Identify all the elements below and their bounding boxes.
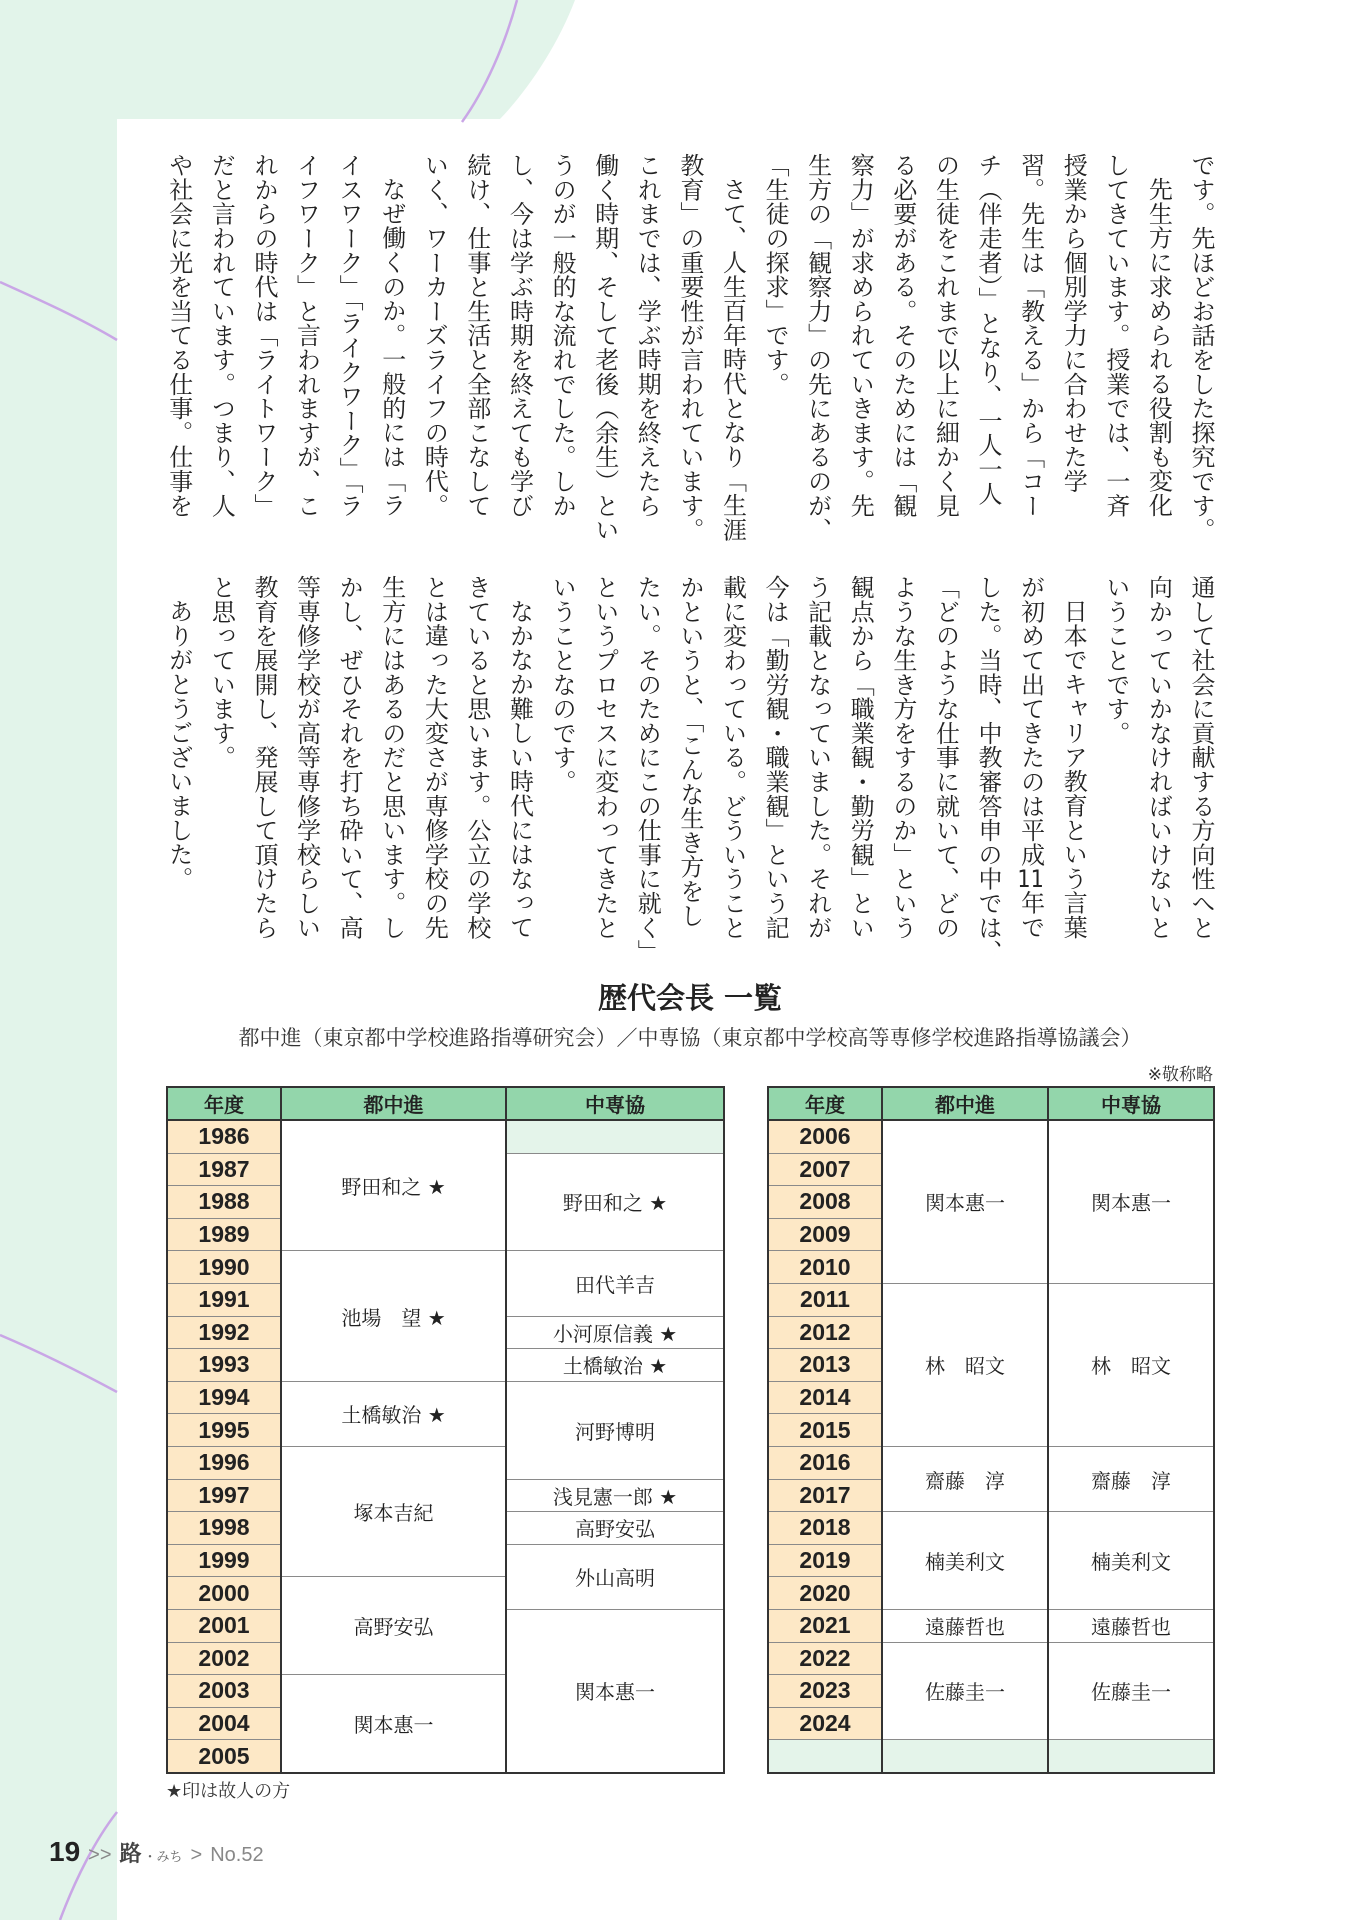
year-cell: 2013 [768,1349,882,1382]
year-cell: 2023 [768,1675,882,1708]
table-row [768,1446,1214,1479]
year-cell: 1997 [167,1479,281,1512]
text-column: 通して社会に貢献する方向性へと [1187,575,1215,940]
table-header-row [167,1087,724,1120]
tochushin-president-cell: 林 昭文 [882,1283,1048,1446]
year-cell: 2016 [768,1446,882,1479]
tochushin-president-cell: 齋藤 淳 [882,1446,1048,1511]
empty-cell [768,1740,882,1773]
year-cell: 2002 [167,1642,281,1675]
chusenkyo-president-cell: 関本惠一 [1048,1120,1214,1283]
table-row [768,1120,1214,1153]
tochushin-header: 都中進 [882,1087,1048,1120]
text-column: 察力」が求められていきます。先 [846,153,875,518]
year-cell: 2014 [768,1381,882,1414]
year-cell: 2005 [167,1740,281,1773]
text-column: というプロセスに変わってきたと [590,575,619,940]
page-footer [49,1836,264,1868]
year-cell: 2012 [768,1316,882,1349]
tochushin-president-cell: 塚本吉紀 [281,1446,506,1576]
year-header: 年度 [167,1087,281,1120]
table-row [167,1251,724,1284]
empty-cell [1048,1740,1214,1773]
text-column: 習。先生は「教える」から「コー [1016,153,1045,518]
text-column: や社会に光を当てる仕事。仕事を [164,153,193,518]
roster-table-1986-2005 [166,1086,725,1774]
roster-table-2006-2024 [767,1086,1215,1774]
footer-separator: >> [88,1844,112,1866]
text-column: なかなか難しい時代にはなって [505,599,534,940]
year-cell: 2001 [167,1609,281,1642]
tochushin-president-cell: 池場 望 ★ [281,1251,506,1381]
chusenkyo-header: 中専協 [1048,1087,1214,1120]
year-cell: 1995 [167,1414,281,1447]
year-cell: 1986 [167,1120,281,1153]
chusenkyo-president-cell: 河野博明 [506,1381,724,1479]
text-column: が初めて出てきたのは平成11年で [1016,575,1045,940]
text-column: だと言われています。つまり、人 [207,153,236,518]
chusenkyo-president-cell: 田代羊吉 [506,1251,724,1316]
year-cell: 2008 [768,1186,882,1219]
year-cell: 1991 [167,1283,281,1316]
footer-separator: > [190,1844,203,1866]
empty-cell [506,1120,724,1153]
text-column: 生方にはあるのだと思います。し [377,575,406,940]
text-column: です。先ほどお話をした探究です。 [1187,153,1215,542]
text-column: れからの時代は「ライトワーク」 [249,153,278,518]
text-column: これまでは、学ぶ時期を終えたら [633,153,662,518]
table-row [768,1512,1214,1545]
text-column: 授業から個別学力に合わせた学 [1059,153,1088,494]
page-number: 19 [49,1836,81,1867]
text-column: いうことです。 [1101,575,1130,746]
table-header-row [768,1087,1214,1120]
roster-title: 歴代会長 一覧 [597,981,783,1015]
text-column: なぜ働くのか。一般的には「ラ [377,177,406,518]
tochushin-president-cell: 野田和之 ★ [281,1120,506,1251]
text-column: いうことなのです。 [548,575,577,794]
table-row [768,1740,1214,1773]
tochushin-president-cell: 高野安弘 [281,1577,506,1675]
chusenkyo-president-cell: 関本惠一 [506,1609,724,1772]
chusenkyo-header: 中専協 [506,1087,724,1120]
chusenkyo-president-cell: 小河原信義 ★ [506,1316,724,1349]
year-cell: 2019 [768,1544,882,1577]
chusenkyo-president-cell: 林 昭文 [1048,1283,1214,1446]
text-column: 生方の「観察力」の先にあるのが、 [803,153,832,542]
text-column: ような生き方をするのか」という [888,575,917,940]
text-column: チ（伴走者）」となり、一人一人 [974,153,1003,506]
chusenkyo-president-cell: 高野安弘 [506,1512,724,1545]
text-column: 続け、仕事と生活と全部こなして [462,153,491,518]
year-header: 年度 [768,1087,882,1120]
text-column: かし、ぜひそれを打ち砕いて、高 [335,575,364,940]
text-column: 教育」の重要性が言われています。 [675,153,704,542]
text-column: と思っています。 [207,575,236,770]
magazine-title: 路 [119,1842,142,1867]
chusenkyo-president-cell: 遠藤哲也 [1048,1609,1214,1642]
chusenkyo-president-cell: 浅見憲一郎 ★ [506,1479,724,1512]
year-cell: 2000 [167,1577,281,1610]
year-cell: 2015 [768,1414,882,1447]
text-column: 観点から「職業観・勤労観」とい [846,575,875,940]
text-column: イスワーク」「ライクワーク」「ラ [335,153,364,518]
chusenkyo-president-cell: 齋藤 淳 [1048,1446,1214,1511]
year-cell: 2024 [768,1707,882,1740]
text-column: 「生徒の探求」です。 [761,153,790,396]
text-column: とは違った大変さが専修学校の先 [420,575,449,940]
year-cell: 2018 [768,1512,882,1545]
text-column: る必要がある。そのためには「観 [888,153,917,518]
text-column: かというと、「こんな生き方をし [675,575,704,928]
table-row [768,1283,1214,1316]
year-cell: 1992 [167,1316,281,1349]
text-column: 等専修学校が高等専修学校らしい [292,575,321,940]
year-cell: 2003 [167,1675,281,1708]
year-cell: 2011 [768,1283,882,1316]
empty-cell [882,1740,1048,1773]
article-lower-tier [157,575,1222,975]
text-column: 働く時期、そして老後（余生）とい [590,153,619,542]
table-row [768,1642,1214,1675]
text-column: 日本でキャリア教育という言葉 [1059,599,1088,940]
chusenkyo-president-cell: 外山高明 [506,1544,724,1609]
text-column: してきています。授業では、一斉 [1101,153,1130,518]
year-cell: 2021 [768,1609,882,1642]
magazine-title-reading: ・みち [143,1850,183,1865]
year-cell: 2009 [768,1218,882,1251]
tochushin-header: 都中進 [281,1087,506,1120]
table-row [167,1381,724,1414]
year-cell: 1999 [167,1544,281,1577]
table-row [167,1120,724,1153]
year-cell: 2022 [768,1642,882,1675]
year-cell: 1990 [167,1251,281,1284]
text-column: さて、人生百年時代となり「生涯 [718,177,747,542]
year-cell: 2020 [768,1577,882,1610]
text-column: たい。そのためにこの仕事に就く」 [633,575,662,964]
year-cell: 1998 [167,1512,281,1545]
year-cell: 1989 [167,1218,281,1251]
tochushin-president-cell: 関本惠一 [882,1120,1048,1283]
year-cell: 1994 [167,1381,281,1414]
year-cell: 2004 [167,1707,281,1740]
year-cell: 2006 [768,1120,882,1153]
tochushin-president-cell: 土橋敏治 ★ [281,1381,506,1446]
text-column: し、今は学ぶ時期を終えても学び [505,153,534,518]
text-column: 向かっていかなければいけないと [1144,575,1173,940]
text-column: うのが一般的な流れでした。しか [548,153,577,518]
tochushin-president-cell: 遠藤哲也 [882,1609,1048,1642]
chusenkyo-president-cell: 佐藤圭一 [1048,1642,1214,1740]
text-column: した。当時、中教審答申の中では、 [974,575,1003,964]
text-column: 今は「勤労観・職業観」という記 [761,575,790,940]
honorifics-omitted-note: ※敬称略 [1147,1065,1213,1085]
article-upper-tier [157,153,1222,553]
deceased-footnote: ★印は故人の方 [166,1781,291,1802]
text-column: イフワーク」と言われますが、こ [292,153,321,518]
text-column: の生徒をこれまで以上に細かく見 [931,153,960,518]
tochushin-president-cell: 関本惠一 [281,1675,506,1773]
chusenkyo-president-cell: 野田和之 ★ [506,1153,724,1251]
text-column: 教育を展開し、発展して頂けたら [249,575,278,940]
text-column: う記載となっていました。それが [803,575,832,940]
year-cell: 1993 [167,1349,281,1382]
text-column: ありがとうございました。 [164,599,193,891]
text-column: 「どのような仕事に就いて、どの [931,575,960,940]
year-cell: 1996 [167,1446,281,1479]
year-cell: 2007 [768,1153,882,1186]
text-column: きていると思います。公立の学校 [462,575,491,940]
year-cell: 1987 [167,1153,281,1186]
text-column: 載に変わっている。どういうこと [718,575,747,940]
text-column: いく、ワーカーズライフの時代。 [420,153,449,518]
year-cell: 2010 [768,1251,882,1284]
chusenkyo-president-cell: 楠美利文 [1048,1512,1214,1610]
issue-number: No.52 [210,1844,264,1866]
table-row [768,1609,1214,1642]
roster-subtitle: 都中進（東京都中学校進路指導研究会）／中専協（東京都中学校高等専修学校進路指導協議会） [238,1026,1142,1050]
year-cell: 1988 [167,1186,281,1219]
text-column: 先生方に求められる役割も変化 [1144,177,1173,518]
chusenkyo-president-cell: 土橋敏治 ★ [506,1349,724,1382]
year-cell: 2017 [768,1479,882,1512]
tochushin-president-cell: 佐藤圭一 [882,1642,1048,1740]
tochushin-president-cell: 楠美利文 [882,1512,1048,1610]
